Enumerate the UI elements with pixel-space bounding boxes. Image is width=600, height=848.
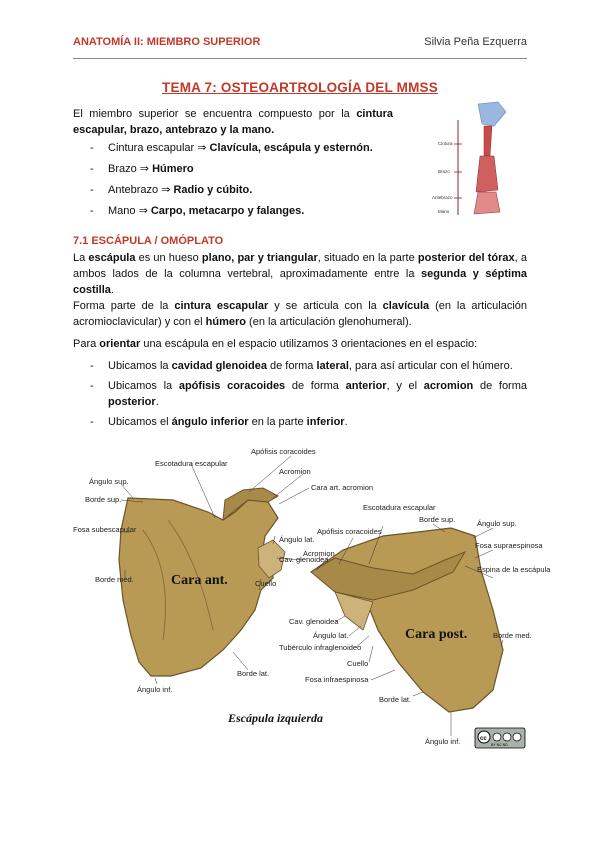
- arm-label-cintura: Cintura: [438, 141, 453, 146]
- label-escotadura-ant: Escotadura escapular: [155, 459, 228, 468]
- label-borde-sup-ant: Borde sup.: [85, 495, 122, 504]
- intro-paragraph: [73, 106, 393, 138]
- label-borde-med-ant: Borde med.: [95, 575, 134, 584]
- bullet-label: Antebrazo ⇒: [108, 184, 174, 196]
- label-acromion-ant: Acromion: [279, 467, 311, 476]
- label-tuberculo-infraglenoideo: Tubérculo infraglenoideo: [279, 643, 362, 652]
- bullet-bold: Carpo, metacarpo y falanges.: [150, 205, 305, 217]
- label-angulo-sup-ant: Ángulo sup.: [89, 477, 129, 486]
- bullet-label: Mano ⇒: [108, 205, 151, 217]
- label-cuello-ant: Cuello: [255, 579, 277, 588]
- label-cara-art-acromion: Cara art. acromion: [311, 483, 374, 492]
- header-subject: ANATOMÍA II: MIEMBRO SUPERIOR: [73, 36, 261, 48]
- paragraph-orientar: Para orientar una escápula en el espacio utilizamos 3 orientaciones en el espacio:: [73, 338, 478, 350]
- intro-bold: cintura escapular, brazo, antebrazo y la mano.: [73, 108, 393, 136]
- header-divider: [73, 58, 527, 59]
- label-cav-glenoidea-post: Cav. glenoidea: [289, 617, 339, 626]
- bullet-label: Brazo ⇒: [108, 163, 153, 175]
- label-escotadura-post: Escotadura escapular: [363, 503, 436, 512]
- bullet-bold: Húmero: [152, 163, 194, 175]
- label-angulo-sup-post: Ángulo sup.: [477, 519, 517, 528]
- label-coracoides-ant: Apófisis coracoides: [251, 447, 316, 456]
- label-acromion-post: Acromion: [303, 549, 335, 558]
- label-fosa-infraespinosa: Fosa infraespinosa: [305, 675, 369, 684]
- label-cuello-post: Cuello: [347, 659, 369, 668]
- label-angulo-inf-ant: Ángulo inf.: [137, 685, 173, 694]
- scapula-figure: [73, 440, 551, 755]
- arm-label-antebrazo: Antebrazo: [432, 195, 453, 200]
- label-espina: Espina de la escápula: [477, 565, 551, 574]
- cc-license-badge: [475, 728, 525, 748]
- label-coracoides-post: Apófisis coracoides: [317, 527, 382, 536]
- anterior-face-label: Cara ant.: [171, 573, 228, 588]
- bullet-bold: Clavícula, escápula y esternón.: [209, 142, 373, 154]
- license-text: BY NC ND: [491, 743, 508, 747]
- label-borde-med-post: Borde med.: [493, 631, 532, 640]
- intro-text: El miembro superior se encuentra compuesto por la: [73, 108, 357, 120]
- page-title: TEMA 7: OSTEOARTROLOGÍA DEL MMSS: [162, 80, 438, 95]
- paragraph-escapula: La escápula es un hueso plano, par y triangular, situado en la parte posterior del tórax, a ambos lados de la columna vertebral, aproximadamente entre la segunda y séptima costilla.: [73, 252, 527, 296]
- upper-limb-illustration: [418, 100, 528, 220]
- header-author: Silvia Peña Ezquerra: [424, 36, 527, 48]
- label-cav-glenoidea-ant: Cav. glenoidea: [279, 555, 329, 564]
- figure-caption: Escápula izquierda: [228, 711, 324, 725]
- label-angulo-inf-post: Ángulo inf.: [425, 737, 461, 746]
- paragraph-cintura: Forma parte de la cintura escapular y se articula con la clavícula (en la articulación acromioclavicular) y con el húmero (en la articulación glenohumeral).: [73, 300, 528, 328]
- section-heading: 7.1 ESCÁPULA / OMÓPLATO: [73, 235, 224, 247]
- svg-text:cc: cc: [480, 736, 487, 742]
- bullet-bold: Radio y cúbito.: [173, 184, 253, 196]
- bullet-label: Cintura escapular ⇒: [108, 142, 210, 154]
- label-borde-lat-post: Borde lat.: [379, 695, 412, 704]
- label-angulo-lat-post: Ángulo lat.: [313, 631, 349, 640]
- label-fosa-subescapular: Fosa subescapular: [73, 525, 137, 534]
- label-fosa-supraespinosa: Fosa supraespinosa: [475, 541, 543, 550]
- arm-label-brazo: Brazo: [438, 169, 450, 174]
- label-borde-lat-ant: Borde lat.: [237, 669, 270, 678]
- label-angulo-lat-ant: Ángulo lat.: [279, 535, 315, 544]
- posterior-face-label: Cara post.: [405, 627, 468, 642]
- arm-label-mano: Mano: [438, 209, 450, 214]
- label-borde-sup-post: Borde sup.: [419, 515, 456, 524]
